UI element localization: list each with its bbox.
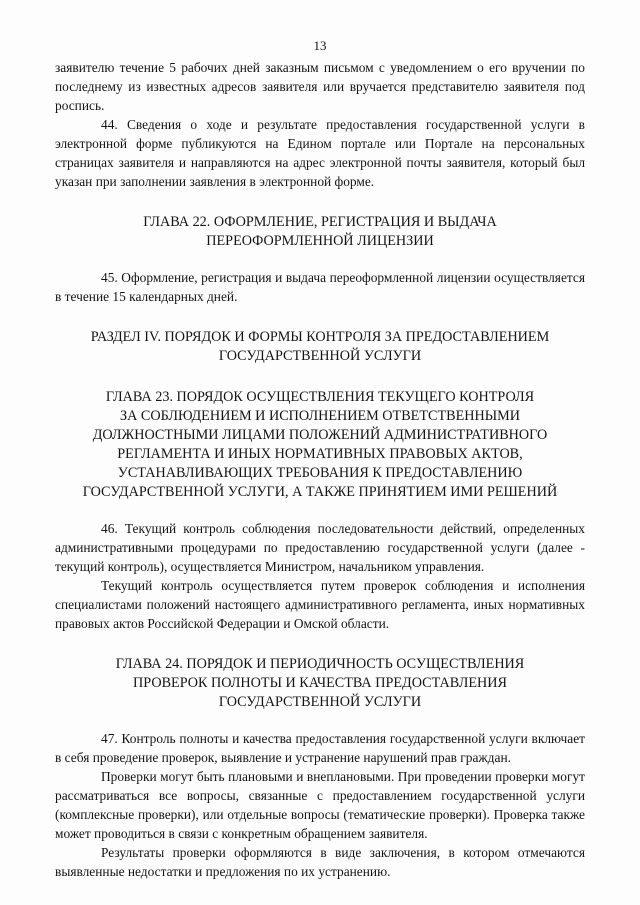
heading-line: ГОСУДАРСТВЕННОЙ УСЛУГИ (218, 348, 422, 364)
paragraph-45: 45. Оформление, регистрация и выдача переоформленной лицензии осуществляется в течение 15 календарных дней. (55, 270, 585, 304)
paragraph-46: 46. Текущий контроль соблюдения последовательности действий, определенных административными процедурами по предоставлению государственной услуги (далее - текущий контроль), осуществляется Министром, начальником управления. (55, 521, 585, 574)
document-body (55, 58, 585, 881)
heading-line: ГОСУДАРСТВЕННОЙ УСЛУГИ, А ТАКЖЕ ПРИНЯТИЕМ ИМИ РЕШЕНИЙ (82, 484, 558, 500)
heading-line: УСТАНАВЛИВАЮЩИХ ТРЕБОВАНИЯ К ПРЕДОСТАВЛЕНИЮ (117, 465, 523, 481)
paragraph-47: 47. Контроль полноты и качества предоставления государственной услуги включает в себя проведение проверок, выявление и устранение нарушений прав граждан. (55, 731, 585, 765)
heading-line: РЕГЛАМЕНТА И ИНЫХ НОРМАТИВНЫХ ПРАВОВЫХ АКТОВ, (117, 446, 523, 462)
heading-line: ПЕРЕОФОРМЛЕННОЙ ЛИЦЕНЗИИ (206, 233, 434, 249)
section-4-heading (55, 328, 585, 366)
heading-line: ГЛАВА 22. ОФОРМЛЕНИЕ, РЕГИСТРАЦИЯ И ВЫДАЧА (143, 214, 497, 230)
paragraph-43-continuation: заявителю течение 5 рабочих дней заказным письмом с уведомлением о его вручении по последнему из известных адресов заявителя или вручается представителю заявителя под роспись. (55, 60, 585, 113)
heading-line: РАЗДЕЛ IV. ПОРЯДОК И ФОРМЫ КОНТРОЛЯ ЗА ПРЕДОСТАВЛЕНИЕМ (90, 329, 550, 345)
chapter-23-heading (55, 388, 585, 502)
paragraph-47-inspections: Проверки могут быть плановыми и внеплановыми. При проведении проверки могут рассматриваться все вопросы, связанные с предоставлением государственной услуги (комплексные проверки), или отдельные вопросы (тематические проверки). Проверка также может проводиться в связи с конкретным обращением заявителя. (55, 769, 585, 841)
chapter-22-heading (55, 213, 585, 251)
paragraph-47-results: Результаты проверки оформляются в виде заключения, в котором отмечаются выявленные недостатки и предложения по их устранению. (55, 845, 585, 879)
heading-line: ГЛАВА 23. ПОРЯДОК ОСУЩЕСТВЛЕНИЯ ТЕКУЩЕГО КОНТРОЛЯ (105, 389, 535, 405)
page-number: 13 (313, 38, 327, 53)
paragraph-46-continued: Текущий контроль осуществляется путем проверок соблюдения и исполнения специалистами положений настоящего административного регламента, иных нормативных правовых актов Российской Федерации и Омской области. (55, 578, 585, 631)
heading-line: ЗА СОБЛЮДЕНИЕМ И ИСПОЛНЕНИЕМ ОТВЕТСТВЕННЫМИ (119, 408, 521, 424)
heading-line: ГЛАВА 24. ПОРЯДОК И ПЕРИОДИЧНОСТЬ ОСУЩЕСТВЛЕНИЯ (115, 656, 525, 672)
heading-line: ДОЛЖНОСТНЫМИ ЛИЦАМИ ПОЛОЖЕНИЙ АДМИНИСТРАТИВНОГО (92, 427, 548, 443)
paragraph-44: 44. Сведения о ходе и результате предоставления государственной услуги в электронной форме публикуются на Едином портале или Портале на персональных страницах заявителя и направляются на адрес электронной почты заявителя, который был указан при заполнении заявления в электронной форме. (55, 117, 585, 189)
heading-line: ПРОВЕРОК ПОЛНОТЫ И КАЧЕСТВА ПРЕДОСТАВЛЕНИЯ (133, 675, 507, 691)
heading-line: ГОСУДАРСТВЕННОЙ УСЛУГИ (218, 694, 422, 710)
chapter-24-heading (55, 655, 585, 712)
